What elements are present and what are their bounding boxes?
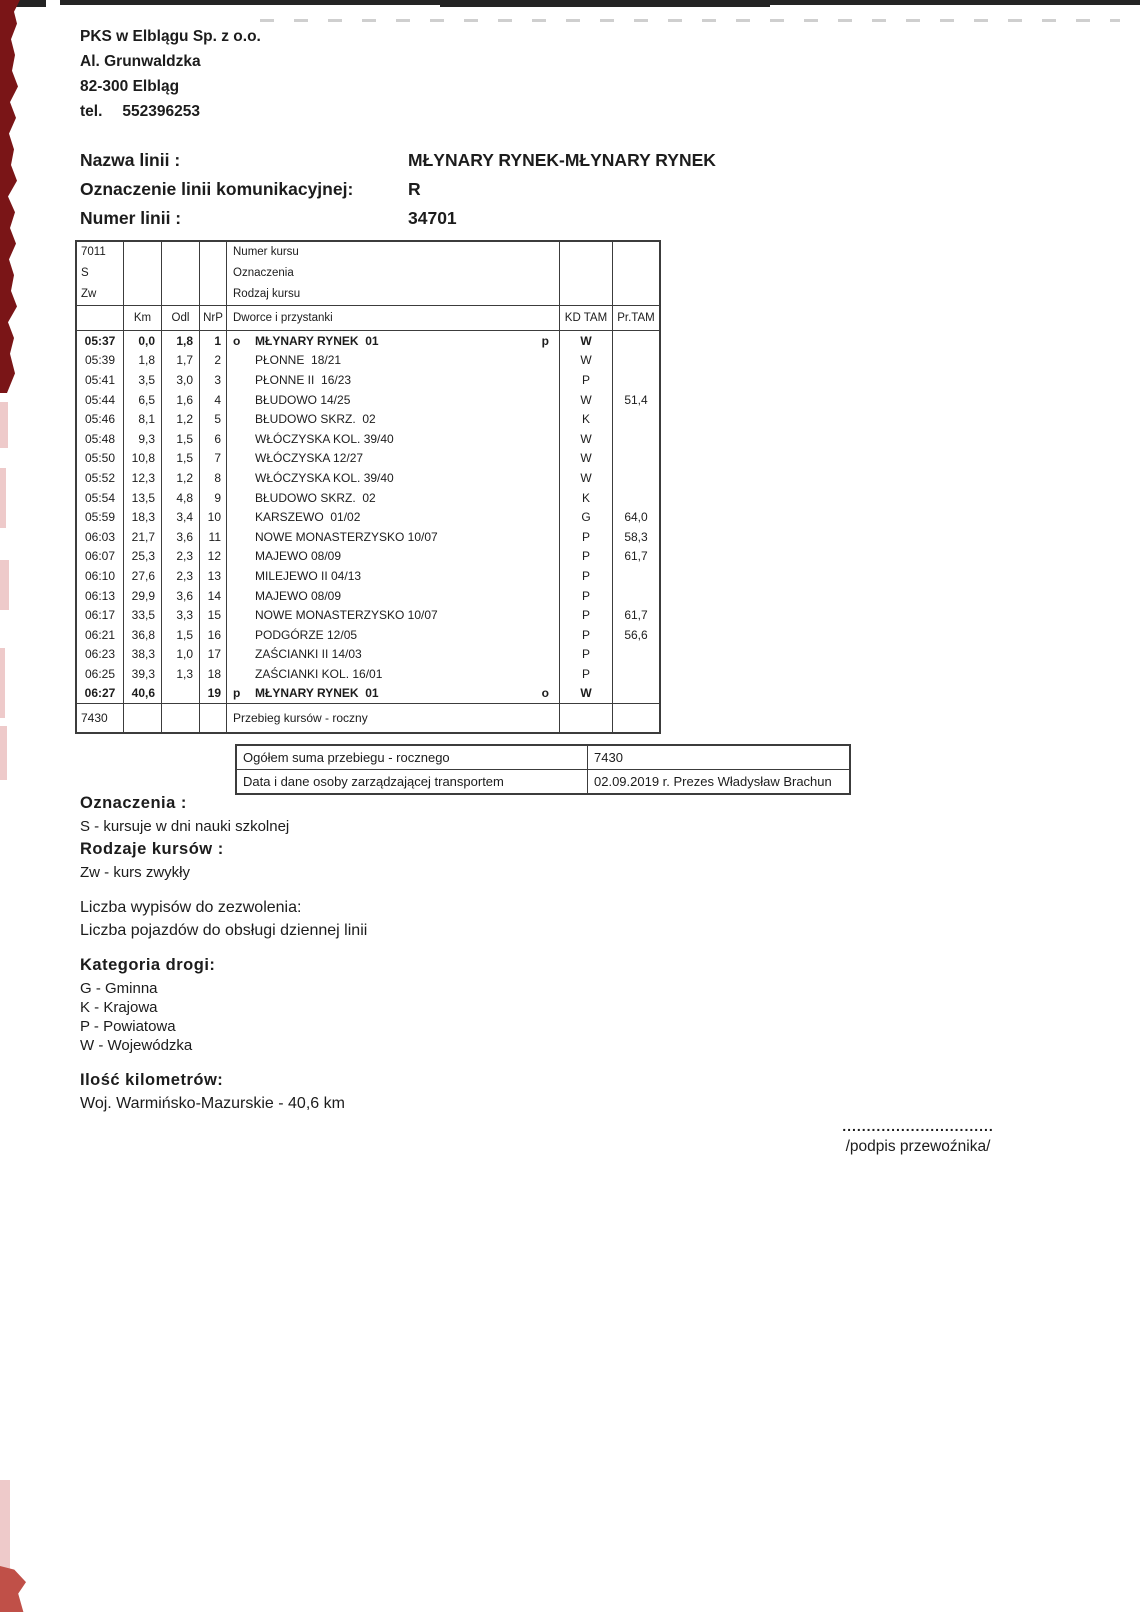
- cell-pr-tam: 51,4: [624, 392, 648, 407]
- stop-name: MAJEWO 08/09: [255, 549, 342, 564]
- kategoria-title: Kategoria drogi:: [80, 956, 216, 974]
- pojazdy-label: Liczba pojazdów do obsługi dziennej linii: [80, 922, 368, 939]
- company-header: [80, 24, 261, 124]
- stop-marker-left: o: [233, 333, 241, 348]
- cell-odl: [162, 684, 200, 704]
- stop-name: MAJEWO 08/09: [255, 588, 342, 603]
- stop-marker-left: p: [233, 686, 241, 701]
- cell-pr-tam: [613, 409, 659, 429]
- cell-stop: [227, 684, 560, 704]
- oznaczenia-item: S - kursuje w dni nauki szkolnej: [80, 818, 290, 835]
- oznaczenia-title: Oznaczenia :: [80, 794, 187, 812]
- total-empty-cell: [560, 704, 613, 732]
- cell-pr-tam: [613, 586, 659, 606]
- cell-time: 06:13: [77, 586, 124, 606]
- stop-name: PŁONNE II 16/23: [255, 372, 352, 387]
- stop-name: KARSZEWO 01/02: [255, 510, 361, 525]
- table-row: [77, 331, 659, 351]
- cell-km: 12,3: [124, 468, 162, 488]
- cell-stop: [227, 331, 560, 351]
- cell-kd-tam: W: [560, 468, 613, 488]
- meta-label-type: Rodzaj kursu: [233, 288, 301, 300]
- kilometry-title: Ilość kilometrów:: [80, 1071, 224, 1089]
- stop-name: MŁYNARY RYNEK 01: [255, 686, 379, 701]
- cell-kd-tam: P: [560, 625, 613, 645]
- legend-section: [80, 794, 367, 1113]
- cell-nrp: 15: [200, 605, 227, 625]
- cell-nrp: 14: [200, 586, 227, 606]
- summary-table: [235, 744, 851, 795]
- cell-nrp: 10: [200, 507, 227, 527]
- cell-km: 29,9: [124, 586, 162, 606]
- cell-stop: [227, 645, 560, 665]
- table-row: [77, 586, 659, 606]
- table-row: [77, 566, 659, 586]
- scan-artifact-left-mark: [0, 726, 7, 780]
- cell-nrp: 7: [200, 449, 227, 469]
- table-row: [77, 527, 659, 547]
- scan-artifact-corner-mark: [0, 1566, 26, 1612]
- timetable-meta-row: [77, 242, 659, 306]
- stop-name: NOWE MONASTERZYSKO 10/07: [255, 529, 438, 544]
- col-nrp: NrP: [200, 306, 227, 330]
- cell-pr-tam: 61,7: [624, 549, 648, 564]
- cell-kd-tam: P: [560, 547, 613, 567]
- cell-kd-tam: P: [560, 566, 613, 586]
- cell-kd-tam: G: [560, 507, 613, 527]
- cell-kd-tam: P: [560, 370, 613, 390]
- cell-nrp: 4: [200, 390, 227, 410]
- line-info: [80, 146, 716, 233]
- cell-odl: 1,5: [162, 449, 200, 469]
- cell-km: 33,5: [124, 605, 162, 625]
- cell-odl: 1,0: [162, 645, 200, 665]
- summary-row: [237, 769, 849, 793]
- cell-km: 38,3: [124, 645, 162, 665]
- cell-nrp: 18: [200, 664, 227, 684]
- meta-labels-cell: [227, 242, 560, 305]
- cell-time: 06:25: [77, 664, 124, 684]
- cell-pr-tam: 61,7: [624, 608, 648, 623]
- table-row: [77, 390, 659, 410]
- col-pr-tam: Pr.TAM: [617, 312, 655, 324]
- cell-time: 05:50: [77, 449, 124, 469]
- cell-odl: 2,3: [162, 547, 200, 567]
- kategoria-item: P - Powiatowa: [80, 1018, 176, 1035]
- cell-km: 8,1: [124, 409, 162, 429]
- cell-kd-tam: W: [560, 351, 613, 371]
- company-phone: [80, 99, 261, 124]
- kategoria-item: G - Gminna: [80, 980, 158, 997]
- cell-pr-tam: [613, 351, 659, 371]
- summary-label: Ogółem suma przebiegu - rocznego: [237, 746, 588, 769]
- cell-time: 05:54: [77, 488, 124, 508]
- cell-time: 06:10: [77, 566, 124, 586]
- meta-empty-cell: [613, 242, 659, 305]
- signature-block: [828, 1118, 1008, 1156]
- line-designation-label: Oznaczenie linii komunikacyjnej:: [80, 179, 354, 199]
- stop-name: WŁÓCZYSKA KOL. 39/40: [255, 470, 394, 485]
- scan-artifact-left-mark: [0, 560, 9, 610]
- cell-kd-tam: W: [560, 684, 613, 704]
- scan-artifact-top-band: [770, 0, 1140, 5]
- cell-kd-tam: P: [560, 605, 613, 625]
- rodzaje-item: Zw - kurs zwykły: [80, 864, 190, 881]
- cell-pr-tam: [613, 449, 659, 469]
- total-code: 7430: [77, 704, 124, 732]
- stop-name: PŁONNE 18/21: [255, 353, 342, 368]
- cell-nrp: 16: [200, 625, 227, 645]
- col-kd-tam: KD TAM: [560, 306, 613, 330]
- course-id-cell: [77, 242, 124, 305]
- kategoria-item: W - Wojewódzka: [80, 1037, 193, 1054]
- scan-artifact-left-mark: [0, 648, 5, 718]
- cell-pr-tam: 58,3: [624, 529, 648, 544]
- cell-stop: [227, 488, 560, 508]
- table-row: [77, 507, 659, 527]
- cell-pr-tam: 64,0: [624, 510, 648, 525]
- cell-odl: 3,6: [162, 586, 200, 606]
- cell-time: 05:59: [77, 507, 124, 527]
- cell-stop: [227, 409, 560, 429]
- meta-empty-cell: [560, 242, 613, 305]
- stop-name: MŁYNARY RYNEK 01: [255, 333, 379, 348]
- cell-km: 40,6: [124, 684, 162, 704]
- cell-pr-tam: [613, 370, 659, 390]
- meta-label-signs: Oznaczenia: [233, 267, 294, 279]
- table-row: [77, 547, 659, 567]
- stop-marker-right: o: [541, 686, 549, 701]
- course-type: Zw: [81, 288, 97, 300]
- line-name-label: Nazwa linii :: [80, 150, 181, 170]
- table-row: [77, 605, 659, 625]
- cell-kd-tam: W: [560, 429, 613, 449]
- summary-value: 02.09.2019 r. Prezes Władysław Brachun: [594, 774, 832, 789]
- cell-km: 9,3: [124, 429, 162, 449]
- col-odl: Odl: [162, 306, 200, 330]
- table-row: [77, 625, 659, 645]
- table-row: [77, 370, 659, 390]
- phone-number: 552396253: [122, 103, 200, 120]
- cell-stop: [227, 625, 560, 645]
- cell-time: 05:48: [77, 429, 124, 449]
- table-row: [77, 645, 659, 665]
- cell-odl: 1,5: [162, 429, 200, 449]
- cell-kd-tam: P: [560, 645, 613, 665]
- stop-marker-right: p: [541, 333, 549, 348]
- cell-time: 05:39: [77, 351, 124, 371]
- cell-km: 13,5: [124, 488, 162, 508]
- cell-pr-tam: [613, 331, 659, 351]
- cell-pr-tam: [613, 664, 659, 684]
- cell-pr-tam: [613, 684, 659, 704]
- cell-km: 3,5: [124, 370, 162, 390]
- cell-nrp: 8: [200, 468, 227, 488]
- cell-nrp: 19: [200, 684, 227, 704]
- table-row: [77, 429, 659, 449]
- cell-pr-tam: [613, 566, 659, 586]
- cell-pr-tam: [613, 429, 659, 449]
- cell-km: 10,8: [124, 449, 162, 469]
- total-empty-cell: [200, 704, 227, 732]
- cell-nrp: 17: [200, 645, 227, 665]
- total-empty-cell: [124, 704, 162, 732]
- cell-time: 05:46: [77, 409, 124, 429]
- scan-artifact-left-mark: [0, 402, 8, 448]
- scan-artifact-left-mark: [0, 468, 6, 528]
- cell-nrp: 13: [200, 566, 227, 586]
- kategoria-item: K - Krajowa: [80, 999, 158, 1016]
- cell-stop: [227, 390, 560, 410]
- cell-stop: [227, 507, 560, 527]
- cell-kd-tam: K: [560, 409, 613, 429]
- cell-km: 0,0: [124, 331, 162, 351]
- meta-empty-cell: [200, 242, 227, 305]
- signature-label: /podpis przewoźnika/: [845, 1138, 991, 1155]
- cell-nrp: 5: [200, 409, 227, 429]
- cell-time: 06:21: [77, 625, 124, 645]
- cell-kd-tam: W: [560, 331, 613, 351]
- cell-time: 06:07: [77, 547, 124, 567]
- cell-stop: [227, 547, 560, 567]
- cell-time: 06:23: [77, 645, 124, 665]
- scan-artifact-dashes: [260, 19, 1120, 22]
- total-label: Przebieg kursów - roczny: [227, 704, 560, 732]
- cell-pr-tam: [613, 645, 659, 665]
- cell-odl: 1,6: [162, 390, 200, 410]
- stop-name: BŁUDOWO 14/25: [255, 392, 351, 407]
- timetable: [75, 240, 661, 734]
- rodzaje-title: Rodzaje kursów :: [80, 840, 224, 858]
- cell-kd-tam: P: [560, 527, 613, 547]
- cell-odl: 2,3: [162, 566, 200, 586]
- summary-value: 7430: [594, 750, 623, 765]
- cell-km: 21,7: [124, 527, 162, 547]
- cell-odl: 3,4: [162, 507, 200, 527]
- cell-stop: [227, 566, 560, 586]
- timetable-header-row: [77, 306, 659, 331]
- stop-name: NOWE MONASTERZYSKO 10/07: [255, 608, 438, 623]
- cell-stop: [227, 664, 560, 684]
- cell-km: 39,3: [124, 664, 162, 684]
- meta-empty-cell: [124, 242, 162, 305]
- cell-kd-tam: P: [560, 664, 613, 684]
- cell-stop: [227, 351, 560, 371]
- cell-km: 1,8: [124, 351, 162, 371]
- wypisy-label: Liczba wypisów do zezwolenia:: [80, 899, 302, 916]
- company-street: Al. Grunwaldzka: [80, 53, 201, 70]
- cell-odl: 1,2: [162, 468, 200, 488]
- cell-stop: [227, 586, 560, 606]
- total-empty-cell: [162, 704, 200, 732]
- line-name-row: [80, 146, 716, 175]
- cell-time: 05:52: [77, 468, 124, 488]
- scan-artifact-top-band: [60, 0, 440, 5]
- cell-time: 05:41: [77, 370, 124, 390]
- stop-name: BŁUDOWO SKRZ. 02: [255, 412, 376, 427]
- kilometry-value: Woj. Warmińsko-Mazurskie - 40,6 km: [80, 1095, 345, 1112]
- cell-odl: 1,2: [162, 409, 200, 429]
- cell-stop: [227, 449, 560, 469]
- cell-kd-tam: W: [560, 390, 613, 410]
- cell-km: 25,3: [124, 547, 162, 567]
- timetable-body: [77, 331, 659, 703]
- cell-time: 05:37: [77, 331, 124, 351]
- cell-time: 05:44: [77, 390, 124, 410]
- table-row: [77, 409, 659, 429]
- cell-nrp: 1: [200, 331, 227, 351]
- cell-stop: [227, 370, 560, 390]
- cell-pr-tam: [613, 468, 659, 488]
- cell-odl: 1,7: [162, 351, 200, 371]
- meta-label-course: Numer kursu: [233, 246, 299, 258]
- cell-pr-tam: 56,6: [624, 627, 648, 642]
- meta-empty-cell: [162, 242, 200, 305]
- cell-nrp: 2: [200, 351, 227, 371]
- col-stops: Dworce i przystanki: [227, 306, 560, 330]
- stop-name: BŁUDOWO SKRZ. 02: [255, 490, 376, 505]
- cell-odl: 1,8: [162, 331, 200, 351]
- course-number: 7011: [81, 246, 106, 258]
- phone-label: tel.: [80, 103, 103, 120]
- table-row: [77, 664, 659, 684]
- cell-time: 06:17: [77, 605, 124, 625]
- table-row: [77, 351, 659, 371]
- line-number-value: 34701: [408, 208, 457, 228]
- cell-nrp: 12: [200, 547, 227, 567]
- cell-odl: 1,3: [162, 664, 200, 684]
- table-row: [77, 684, 659, 704]
- cell-kd-tam: P: [560, 586, 613, 606]
- cell-km: 6,5: [124, 390, 162, 410]
- cell-nrp: 11: [200, 527, 227, 547]
- table-row: [77, 468, 659, 488]
- line-designation-row: [80, 175, 421, 204]
- cell-time: 06:03: [77, 527, 124, 547]
- table-row: [77, 449, 659, 469]
- cell-pr-tam: [613, 488, 659, 508]
- cell-stop: [227, 429, 560, 449]
- cell-time: 06:27: [77, 684, 124, 704]
- scan-artifact-left-stripe: [0, 0, 20, 393]
- stop-name: MILEJEWO II 04/13: [255, 568, 362, 583]
- cell-km: 36,8: [124, 625, 162, 645]
- cell-km: 27,6: [124, 566, 162, 586]
- line-designation-value: R: [408, 179, 421, 199]
- timetable-total-row: [77, 703, 659, 732]
- cell-odl: 4,8: [162, 488, 200, 508]
- total-empty-cell: [613, 704, 659, 732]
- summary-row: [237, 746, 849, 769]
- line-number-row: [80, 204, 457, 233]
- signature-dots: ...............................: [842, 1118, 994, 1134]
- cell-nrp: 3: [200, 370, 227, 390]
- stop-name: PODGÓRZE 12/05: [255, 627, 358, 642]
- stop-name: WŁÓCZYSKA KOL. 39/40: [255, 431, 394, 446]
- table-row: [77, 488, 659, 508]
- cell-odl: 3,3: [162, 605, 200, 625]
- line-number-label: Numer linii :: [80, 208, 182, 228]
- stop-name: WŁÓCZYSKA 12/27: [255, 451, 364, 466]
- cell-km: 18,3: [124, 507, 162, 527]
- cell-odl: 1,5: [162, 625, 200, 645]
- cell-stop: [227, 468, 560, 488]
- company-city: 82-300 Elbląg: [80, 78, 180, 95]
- cell-stop: [227, 605, 560, 625]
- scan-artifact-top-band: [440, 0, 770, 7]
- company-name: PKS w Elblągu Sp. z o.o.: [80, 28, 261, 45]
- cell-stop: [227, 527, 560, 547]
- cell-nrp: 9: [200, 488, 227, 508]
- cell-kd-tam: W: [560, 449, 613, 469]
- col-km: Km: [124, 306, 162, 330]
- stop-name: ZAŚCIANKI II 14/03: [255, 647, 362, 662]
- summary-label: Data i dane osoby zarządzającej transportem: [237, 770, 588, 793]
- col-time: [77, 306, 124, 330]
- cell-nrp: 6: [200, 429, 227, 449]
- cell-odl: 3,6: [162, 527, 200, 547]
- stop-name: ZAŚCIANKI KOL. 16/01: [255, 666, 383, 681]
- course-sign: S: [81, 267, 89, 279]
- cell-odl: 3,0: [162, 370, 200, 390]
- cell-kd-tam: K: [560, 488, 613, 508]
- line-name-value: MŁYNARY RYNEK-MŁYNARY RYNEK: [408, 150, 716, 170]
